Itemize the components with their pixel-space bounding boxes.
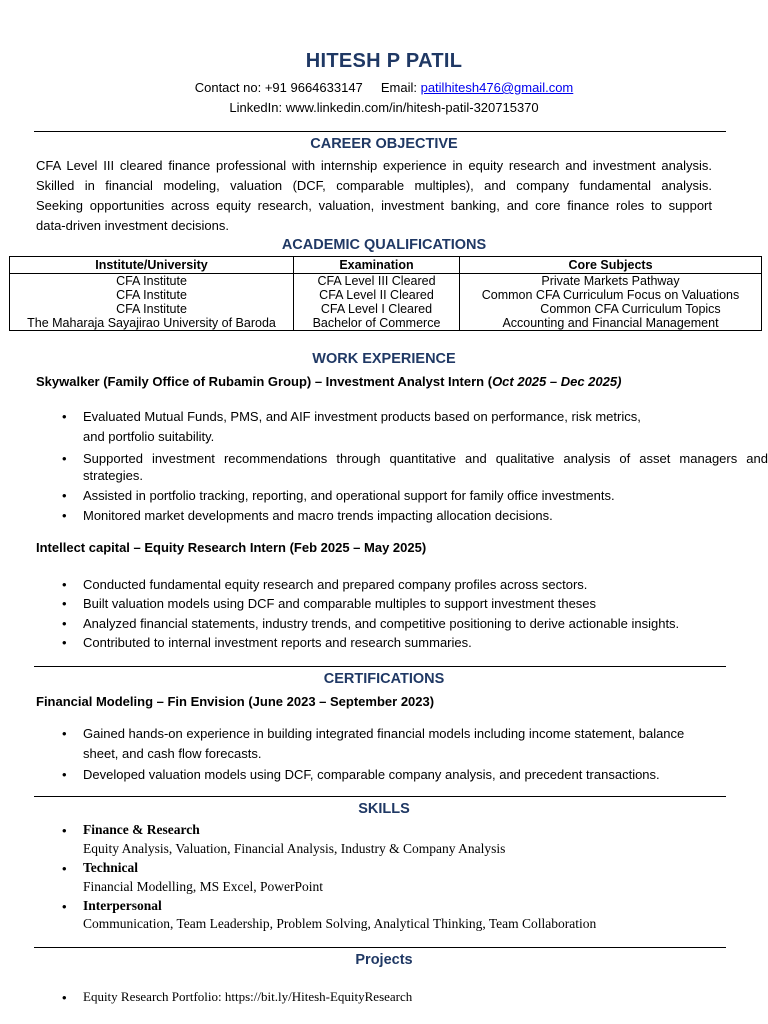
bullet-text: Supported investment recommendations through quantitative and qualitative analysis of asset managers and bbox=[83, 451, 768, 466]
skill-group-items: Financial Modelling, MS Excel, PowerPoint bbox=[83, 879, 323, 894]
bullet-text: Analyzed financial statements, industry trends, and competitive positioning to derive actionable insights. bbox=[83, 616, 680, 631]
bullet-text: Gained hands-on experience in building integrated financial models including income statement, balance bbox=[83, 726, 685, 741]
certification-title: Financial Modeling – Fin Envision (June 2023 – September 2023) bbox=[36, 694, 435, 709]
column-header: Institute/University bbox=[10, 257, 294, 274]
email-label: Email: bbox=[380, 80, 417, 95]
bullet-point: • bbox=[62, 990, 67, 1005]
bullet-text: and portfolio suitability. bbox=[83, 429, 215, 444]
section-heading-career-objective: CAREER OBJECTIVE bbox=[310, 136, 458, 152]
job-title: Intellect capital – Equity Research Intern (Feb 2025 – May 2025) bbox=[36, 540, 427, 555]
table-header-row bbox=[10, 257, 762, 274]
bullet-point: • bbox=[62, 861, 67, 876]
academic-table bbox=[9, 256, 762, 331]
table-cell: CFA Level III Cleared bbox=[294, 274, 460, 289]
table-cell: Accounting and Financial Management bbox=[460, 316, 762, 331]
table-cell: CFA Institute bbox=[10, 288, 294, 302]
table-cell: CFA Level II Cleared bbox=[294, 288, 460, 302]
table-cell: CFA Level I Cleared bbox=[294, 302, 460, 316]
job-dates: Oct 2025 – Dec 2025) bbox=[492, 374, 622, 389]
column-header: Examination bbox=[294, 257, 460, 274]
bullet-point: • bbox=[62, 616, 67, 631]
contact-line bbox=[0, 80, 768, 95]
bullet-point: • bbox=[62, 488, 67, 503]
skill-group-name: Technical bbox=[83, 860, 139, 875]
table-row bbox=[10, 288, 762, 302]
job-title bbox=[36, 374, 621, 389]
bullet-point: • bbox=[62, 577, 67, 592]
bullet-text: Assisted in portfolio tracking, reporting, and operational support for family office investments. bbox=[83, 488, 615, 503]
bullet-point: • bbox=[62, 726, 67, 741]
bullet-point: • bbox=[62, 451, 67, 466]
table-cell: Common CFA Curriculum Topics bbox=[460, 302, 762, 316]
table-cell: Bachelor of Commerce bbox=[294, 316, 460, 331]
table-cell: CFA Institute bbox=[10, 302, 294, 316]
objective-line: Seeking opportunities across equity research, valuation, investment banking, and core finance roles to support bbox=[36, 198, 712, 213]
section-heading-academic: ACADEMIC QUALIFICATIONS bbox=[281, 237, 487, 253]
table-cell: The Maharaja Sayajirao University of Baroda bbox=[10, 316, 294, 331]
project-link[interactable]: Equity Research Portfolio: https://bit.ly/Hitesh-EquityResearch bbox=[83, 989, 413, 1004]
table-cell: Private Markets Pathway bbox=[460, 274, 762, 289]
job-title-text: Skywalker (Family Office of Rubamin Group) – Investment Analyst Intern ( bbox=[36, 374, 493, 389]
section-heading-certifications: CERTIFICATIONS bbox=[323, 671, 445, 687]
divider bbox=[34, 947, 726, 948]
bullet-point: • bbox=[62, 635, 67, 650]
skill-group-items: Equity Analysis, Valuation, Financial Analysis, Industry & Company Analysis bbox=[83, 841, 506, 856]
section-heading-projects: Projects bbox=[355, 952, 413, 968]
bullet-point: • bbox=[62, 767, 67, 782]
candidate-name: HITESH P PATIL bbox=[305, 50, 463, 72]
email-link[interactable]: patilhitesh476@gmail.com bbox=[420, 80, 574, 95]
bullet-point: • bbox=[62, 596, 67, 611]
table-row bbox=[10, 274, 762, 289]
table-row bbox=[10, 302, 762, 316]
divider bbox=[34, 666, 726, 667]
bullet-text: strategies. bbox=[83, 468, 143, 483]
section-heading-skills: SKILLS bbox=[358, 801, 410, 817]
bullet-point: • bbox=[62, 508, 67, 523]
bullet-point: • bbox=[62, 823, 67, 838]
bullet-text: Developed valuation models using DCF, comparable company analysis, and precedent transactions. bbox=[83, 767, 660, 782]
linkedin-line: LinkedIn: www.linkedin.com/in/hitesh-patil-320715370 bbox=[229, 100, 539, 115]
objective-line: data-driven investment decisions. bbox=[36, 218, 229, 233]
bullet-point: • bbox=[62, 409, 67, 424]
bullet-text: Conducted fundamental equity research and prepared company profiles across sectors. bbox=[83, 577, 588, 592]
column-header: Core Subjects bbox=[460, 257, 762, 274]
bullet-text: Monitored market developments and macro trends impacting allocation decisions. bbox=[83, 508, 553, 523]
contact-number: Contact no: +91 9664633147 bbox=[194, 80, 363, 95]
bullet-text: Built valuation models using DCF and comparable multiples to support investment theses bbox=[83, 596, 597, 611]
table-cell: CFA Institute bbox=[10, 274, 294, 289]
bullet-text: sheet, and cash flow forecasts. bbox=[83, 746, 262, 761]
career-objective-text bbox=[36, 156, 712, 236]
bullet-text: Contributed to internal investment reports and research summaries. bbox=[83, 635, 472, 650]
divider bbox=[34, 796, 726, 797]
section-heading-work-experience: WORK EXPERIENCE bbox=[312, 351, 456, 367]
skill-group-name: Finance & Research bbox=[83, 822, 200, 837]
divider bbox=[34, 131, 726, 132]
skill-group-items: Communication, Team Leadership, Problem Solving, Analytical Thinking, Team Collaboration bbox=[83, 916, 597, 931]
table-row bbox=[10, 316, 762, 331]
skill-group-name: Interpersonal bbox=[83, 898, 162, 913]
objective-line: CFA Level III cleared finance professional with internship experience in equity research and investment analysis. bbox=[36, 158, 712, 173]
objective-line: Skilled in financial modeling, valuation (DCF, comparable multiples), and company fundamental analysis. bbox=[36, 178, 712, 193]
table-cell: Common CFA Curriculum Focus on Valuations bbox=[460, 288, 762, 302]
bullet-point: • bbox=[62, 899, 67, 914]
bullet-text: Evaluated Mutual Funds, PMS, and AIF investment products based on performance, risk metrics, bbox=[83, 409, 641, 424]
